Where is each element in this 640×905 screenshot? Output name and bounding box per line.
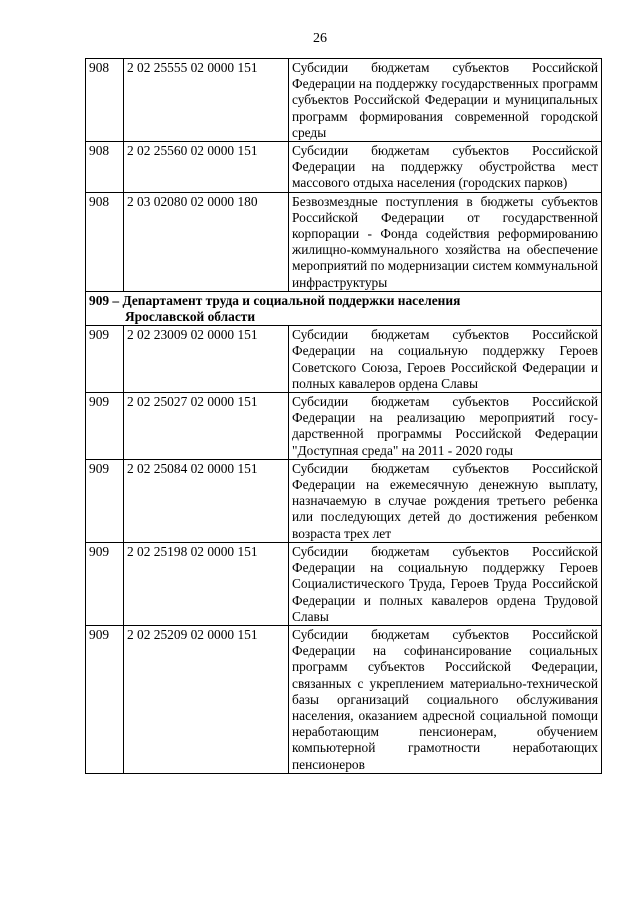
budget-classification-table [85,58,602,774]
section-header-row [86,291,602,325]
admin-code-cell: 908 [86,142,124,193]
table-row [86,393,602,460]
table-row [86,459,602,542]
table-row [86,542,602,625]
admin-code-cell: 909 [86,326,124,393]
kbk-code-cell: 2 02 25560 02 0000 151 [124,142,289,193]
kbk-code-cell: 2 02 25198 02 0000 151 [124,542,289,625]
section-title-line2: Ярославской области [125,309,256,325]
admin-code-cell: 909 [86,542,124,625]
admin-code-cell: 909 [86,393,124,460]
kbk-code-cell: 2 02 25555 02 0000 151 [124,59,289,142]
admin-code-cell: 908 [86,59,124,142]
table-row [86,59,602,142]
description-cell: Субсидии бюджетам субъектов Российской Федерации на поддержку государственных программ субъектов Российской Федерации и муниципальных программ формирования современной городской среды [289,59,602,142]
kbk-code-cell: 2 03 02080 02 0000 180 [124,192,289,291]
admin-code-cell: 909 [86,459,124,542]
section-title-line1: 909 – Департамент труда и социальной поддержки населения [89,292,461,308]
table-row [86,142,602,193]
table-row [86,326,602,393]
description-cell: Субсидии бюджетам субъектов Российской Федерации на софинансирование социальных программ субъектов Российской Федерации, связанных с укреплением материально-технической базы организаций социального обслуживания населения, оказанием адресной социальной помощи неработающим пенсионерам, обучением компьютерной грамотности неработающих пенсионеров [289,625,602,773]
admin-code-cell: 909 [86,625,124,773]
description-cell: Субсидии бюджетам субъектов Российской Федерации на социальную поддержку Героев Социалистического Труда, Героев Труда Российской Федерации и полных кавалеров ордена Трудовой Славы [289,542,602,625]
description-cell: Субсидии бюджетам субъектов Российской Федерации на поддержку обустройства мест массового отдыха населения (городских парков) [289,142,602,193]
table-row [86,625,602,773]
description-cell: Субсидии бюджетам субъектов Российской Федерации на реализацию мероприятий государственной программы Российской Федерации "Доступная среда" на 2011 - 2020 годы [289,393,602,460]
description-cell: Субсидии бюджетам субъектов Российской Федерации на ежемесячную денежную выплату, назначаемую в случае рождения третьего ребенка или последующих детей до достижения ребенком возраста трех лет [289,459,602,542]
description-cell: Субсидии бюджетам субъектов Российской Федерации на социальную поддержку Героев Советского Союза, Героев Российской Федерации и полных кавалеров ордена Славы [289,326,602,393]
kbk-code-cell: 2 02 25209 02 0000 151 [124,625,289,773]
table-row [86,192,602,291]
kbk-code-cell: 2 02 25027 02 0000 151 [124,393,289,460]
page-number: 26 [313,31,327,46]
kbk-code-cell: 2 02 23009 02 0000 151 [124,326,289,393]
kbk-code-cell: 2 02 25084 02 0000 151 [124,459,289,542]
description-cell: Безвозмездные поступления в бюджеты субъектов Российской Федерации от государственной корпорации - Фонда содействия реформированию жилищно-коммунального хозяйства на обеспечение мероприятий по модернизации систем коммунальной инфраструктуры [289,192,602,291]
admin-code-cell: 908 [86,192,124,291]
section-header [86,291,602,325]
